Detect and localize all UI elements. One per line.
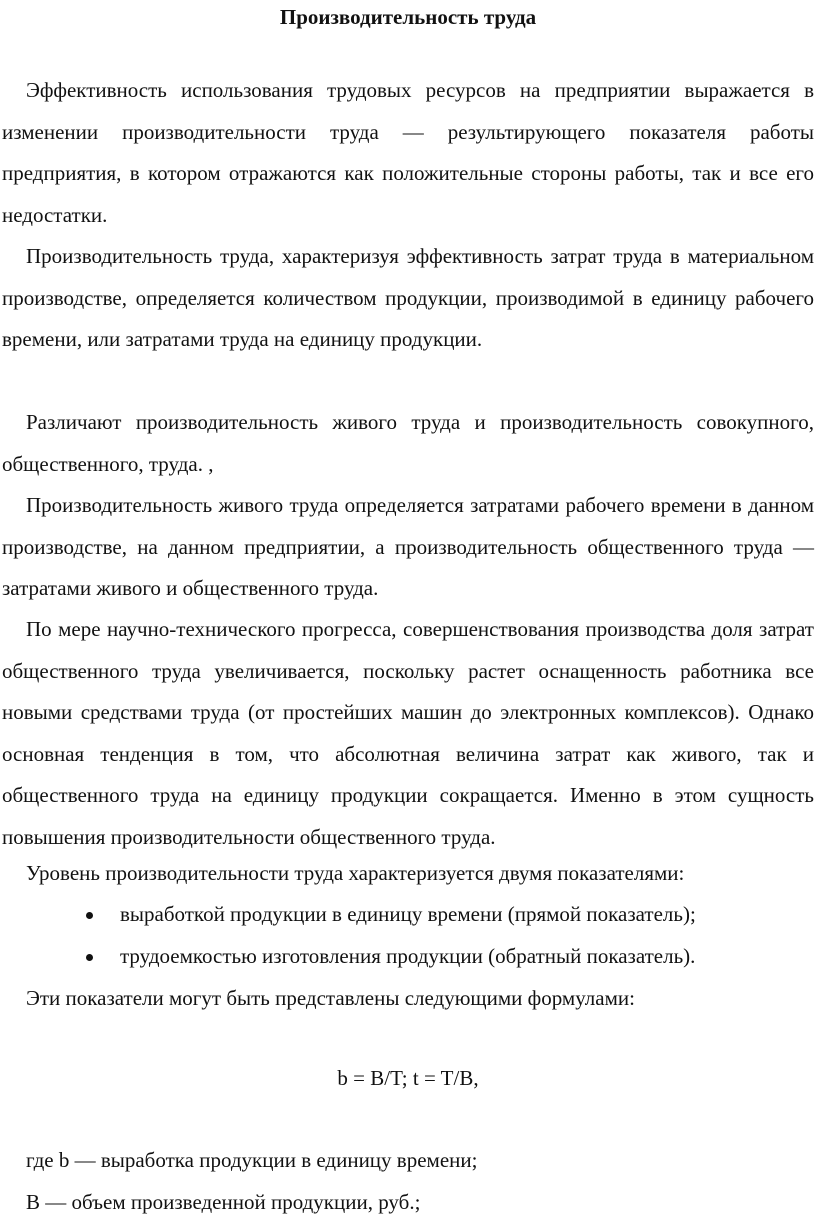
list-item xyxy=(0,936,816,978)
paragraph-living-labor: Производительность живого труда определяется затратами рабочего времени в данном производстве, на данном предприятии, а производительность общественного труда — затратами живого и общественного труда. xyxy=(2,493,814,600)
paragraph-progress: По мере научно-технического прогресса, совершенствования производства доля затрат общественного труда увеличивается, поскольку растет оснащенность работника все новыми средствами труда (от простейших машин до электронных комплексов). Однако основная тенденция в том, что абсолютная величина затрат как живого, так и общественного труда на единицу продукции сокращается. Именно в этом сущность повышения производительности общественного труда. xyxy=(2,617,814,849)
definition-B: B — объем произведенной продукции, руб.; xyxy=(26,1190,421,1214)
indicators-intro: Уровень производительности труда характеризуется двумя показателями: xyxy=(26,861,685,885)
paragraph-efficiency: Эффективность использования трудовых ресурсов на предприятии выражается в изменении производительности труда — результирующего показателя работы предприятия, в котором отражаются как положительные стороны работы, так и все его недостатки. xyxy=(2,78,814,227)
paragraph-productivity-definition: Производительность труда, характеризуя эффективность затрат труда в материальном производстве, определяется количеством продукции, производимой в единицу рабочего времени, или затратами труда на единицу продукции. xyxy=(2,244,814,351)
bullet-icon xyxy=(86,954,93,961)
paragraph-types: Различают производительность живого труда и производительность совокупного, общественного, труда. , xyxy=(2,410,814,476)
formulas-intro: Эти показатели могут быть представлены следующими формулами: xyxy=(26,986,635,1010)
formula: b = B/T; t = T/B, xyxy=(337,1066,479,1090)
list-item xyxy=(0,894,816,936)
indicator-list xyxy=(0,894,816,977)
definition-b: где b — выработка продукции в единицу времени; xyxy=(26,1148,478,1172)
list-item-text: трудоемкостью изготовления продукции (обратный показатель). xyxy=(120,943,696,968)
document-title: Производительность труда xyxy=(279,5,537,29)
bullet-icon xyxy=(86,912,93,919)
list-item-text: выработкой продукции в единицу времени (прямой показатель); xyxy=(120,902,696,926)
